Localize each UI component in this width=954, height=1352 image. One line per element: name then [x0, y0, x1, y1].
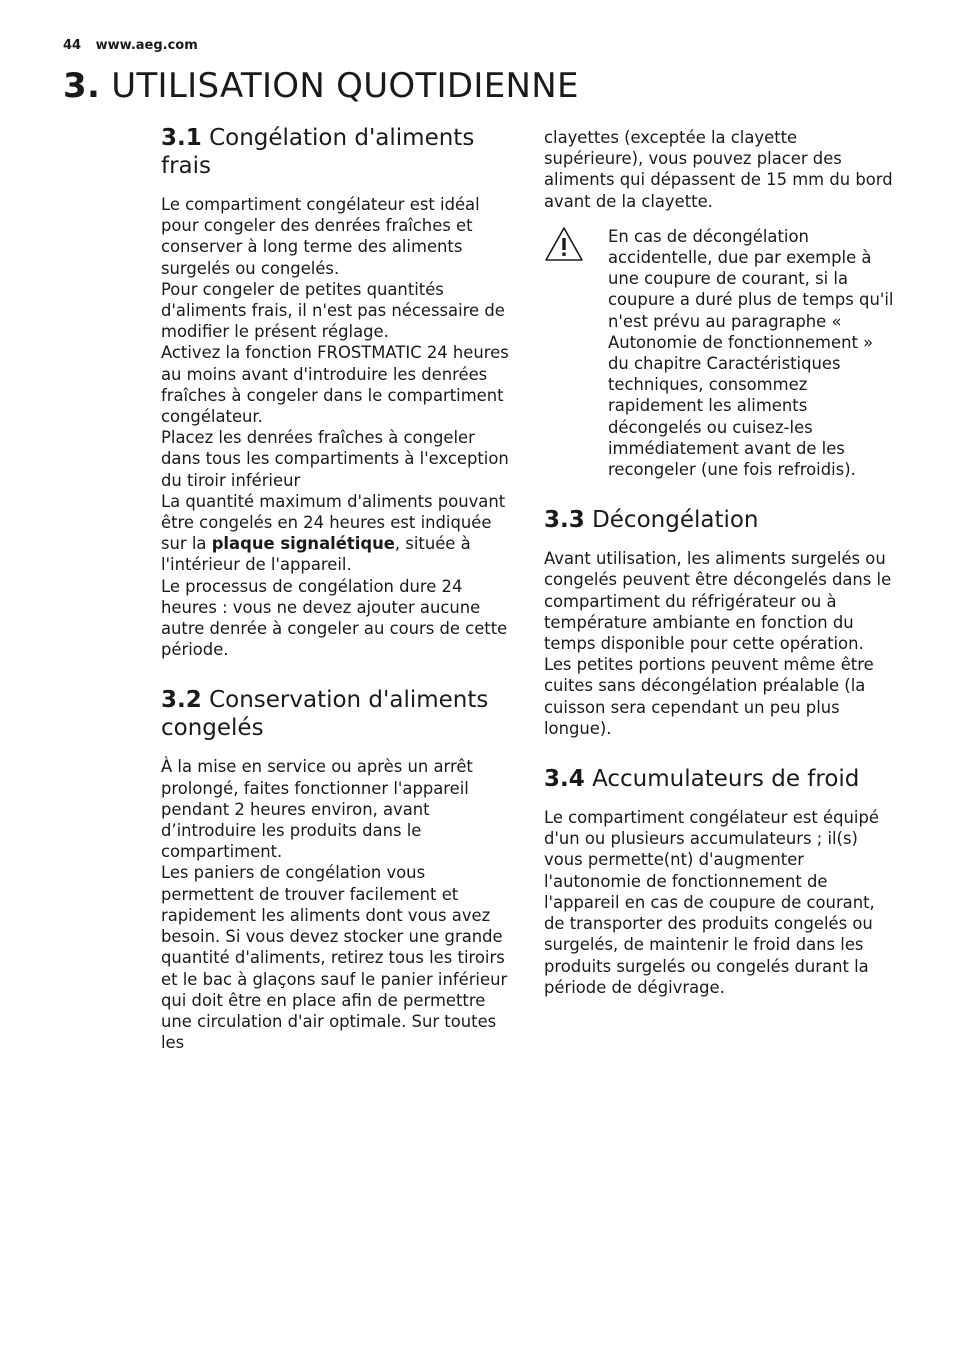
warning-triangle-icon: [544, 226, 584, 262]
paragraph: Le compartiment congélateur est équipé d'un ou plusieurs accumulateurs ; il(s) vous permette(nt) d'augmenter l'autonomie de fonctionnement de l'appareil en cas de coupure de courant, de transporter des produits congelés ou surgelés, de maintenir le froid dans les produits surgelés ou congelés durant la période de dégivrage.: [544, 808, 879, 997]
paragraph: Les petites portions peuvent même être cuites sans décongélation préalable (la cuisson sera cependant un peu plus longue).: [544, 655, 874, 738]
warning-text: En cas de décongélation accidentelle, due par exemple à une coupure de courant, si la coupure a duré plus de temps qu'il n'est prévu au paragraphe « Autonomie de fonctionnement » du chapitre Caractéristiques techniques, consommez rapidement les aliments décongelés ou cuisez-les immédiatement avant de les recongeler (une fois refroidis).: [608, 226, 894, 480]
warning-triangle-icon: [544, 226, 608, 480]
chapter-title-text: UTILISATION QUOTIDIENNE: [111, 66, 579, 106]
section-title: Conservation d'aliments congelés: [161, 687, 489, 742]
section-title: Congélation d'aliments frais: [161, 125, 475, 179]
right-column: [544, 127, 899, 998]
section-3-4-body: [544, 807, 899, 998]
section-3-2-heading: [161, 686, 516, 742]
left-column: [161, 124, 516, 1053]
section-3-1-heading: [161, 124, 516, 180]
section-number: 3.4: [544, 766, 585, 793]
section-3-2-body: [161, 756, 516, 1053]
section-3-3-body: [544, 548, 899, 739]
section-title: Décongélation: [592, 507, 759, 534]
paragraph: Pour congeler de petites quantités d'aliments frais, il n'est pas nécessaire de modifier le présent réglage.: [161, 279, 505, 342]
paragraph: Le processus de congélation dure 24 heures : vous ne devez ajouter aucune autre denrée à congeler au cours de cette période.: [161, 576, 508, 660]
section-title: Accumulateurs de froid: [592, 766, 860, 793]
section-number: 3.2: [161, 687, 202, 714]
warning-note: [544, 226, 899, 480]
website-link[interactable]: www.aeg.com: [95, 38, 198, 53]
rating-plate-term: plaque signalétique: [211, 534, 395, 554]
section-3-4-heading: [544, 765, 899, 793]
paragraph: [161, 491, 516, 576]
paragraph: Avant utilisation, les aliments surgelés ou congelés peuvent être décongelés dans le compartiment du réfrigérateur ou à température ambiante en fonction du temps disponible pour cette opération.: [544, 549, 892, 654]
section-number: 3.3: [544, 507, 585, 534]
page-header: [63, 38, 198, 53]
section-3-1-body: [161, 194, 516, 660]
section-number: 3.1: [161, 125, 202, 151]
paragraph: À la mise en service ou après un arrêt prolongé, faites fonctionner l'appareil pendant 2 heures environ, avant d’introduire les produits dans le compartiment.: [161, 757, 473, 862]
paragraph: Le compartiment congélateur est idéal pour congeler des denrées fraîches et conserver à long terme des aliments surgelés ou congelés.: [161, 195, 480, 278]
text-run: La quantité maximum d'aliments pouvant être congelés en 24 heures est indiquée sur la: [161, 491, 506, 554]
paragraph: Placez les denrées fraîches à congeler dans tous les compartiments à l'exception du tiroir inférieur: [161, 428, 509, 490]
section-3-3-heading: [544, 506, 899, 534]
chapter-title: [63, 66, 579, 106]
text-run: , située à l'intérieur de l'appareil.: [161, 534, 471, 575]
paragraph: Activez la fonction FROSTMATIC 24 heures au moins avant d'introduire les denrées fraîches à congeler dans le compartiment congélateur.: [161, 343, 509, 427]
page-number: 44: [63, 38, 82, 53]
chapter-number: 3.: [63, 66, 101, 106]
paragraph-continued: clayettes (exceptée la clayette supérieure), vous pouvez placer des aliments qui dépassent de 15 mm du bord avant de la clayette.: [544, 128, 893, 211]
paragraph: Les paniers de congélation vous permettent de trouver facilement et rapidement les aliments dont vous avez besoin. Si vous devez stocker une grande quantité d'aliments, retirez tous les tiroirs et le bac à glaçons sauf le panier inférieur qui doit être en place afin de permettre une circulation d'air optimale. Sur toutes les: [161, 863, 508, 1053]
